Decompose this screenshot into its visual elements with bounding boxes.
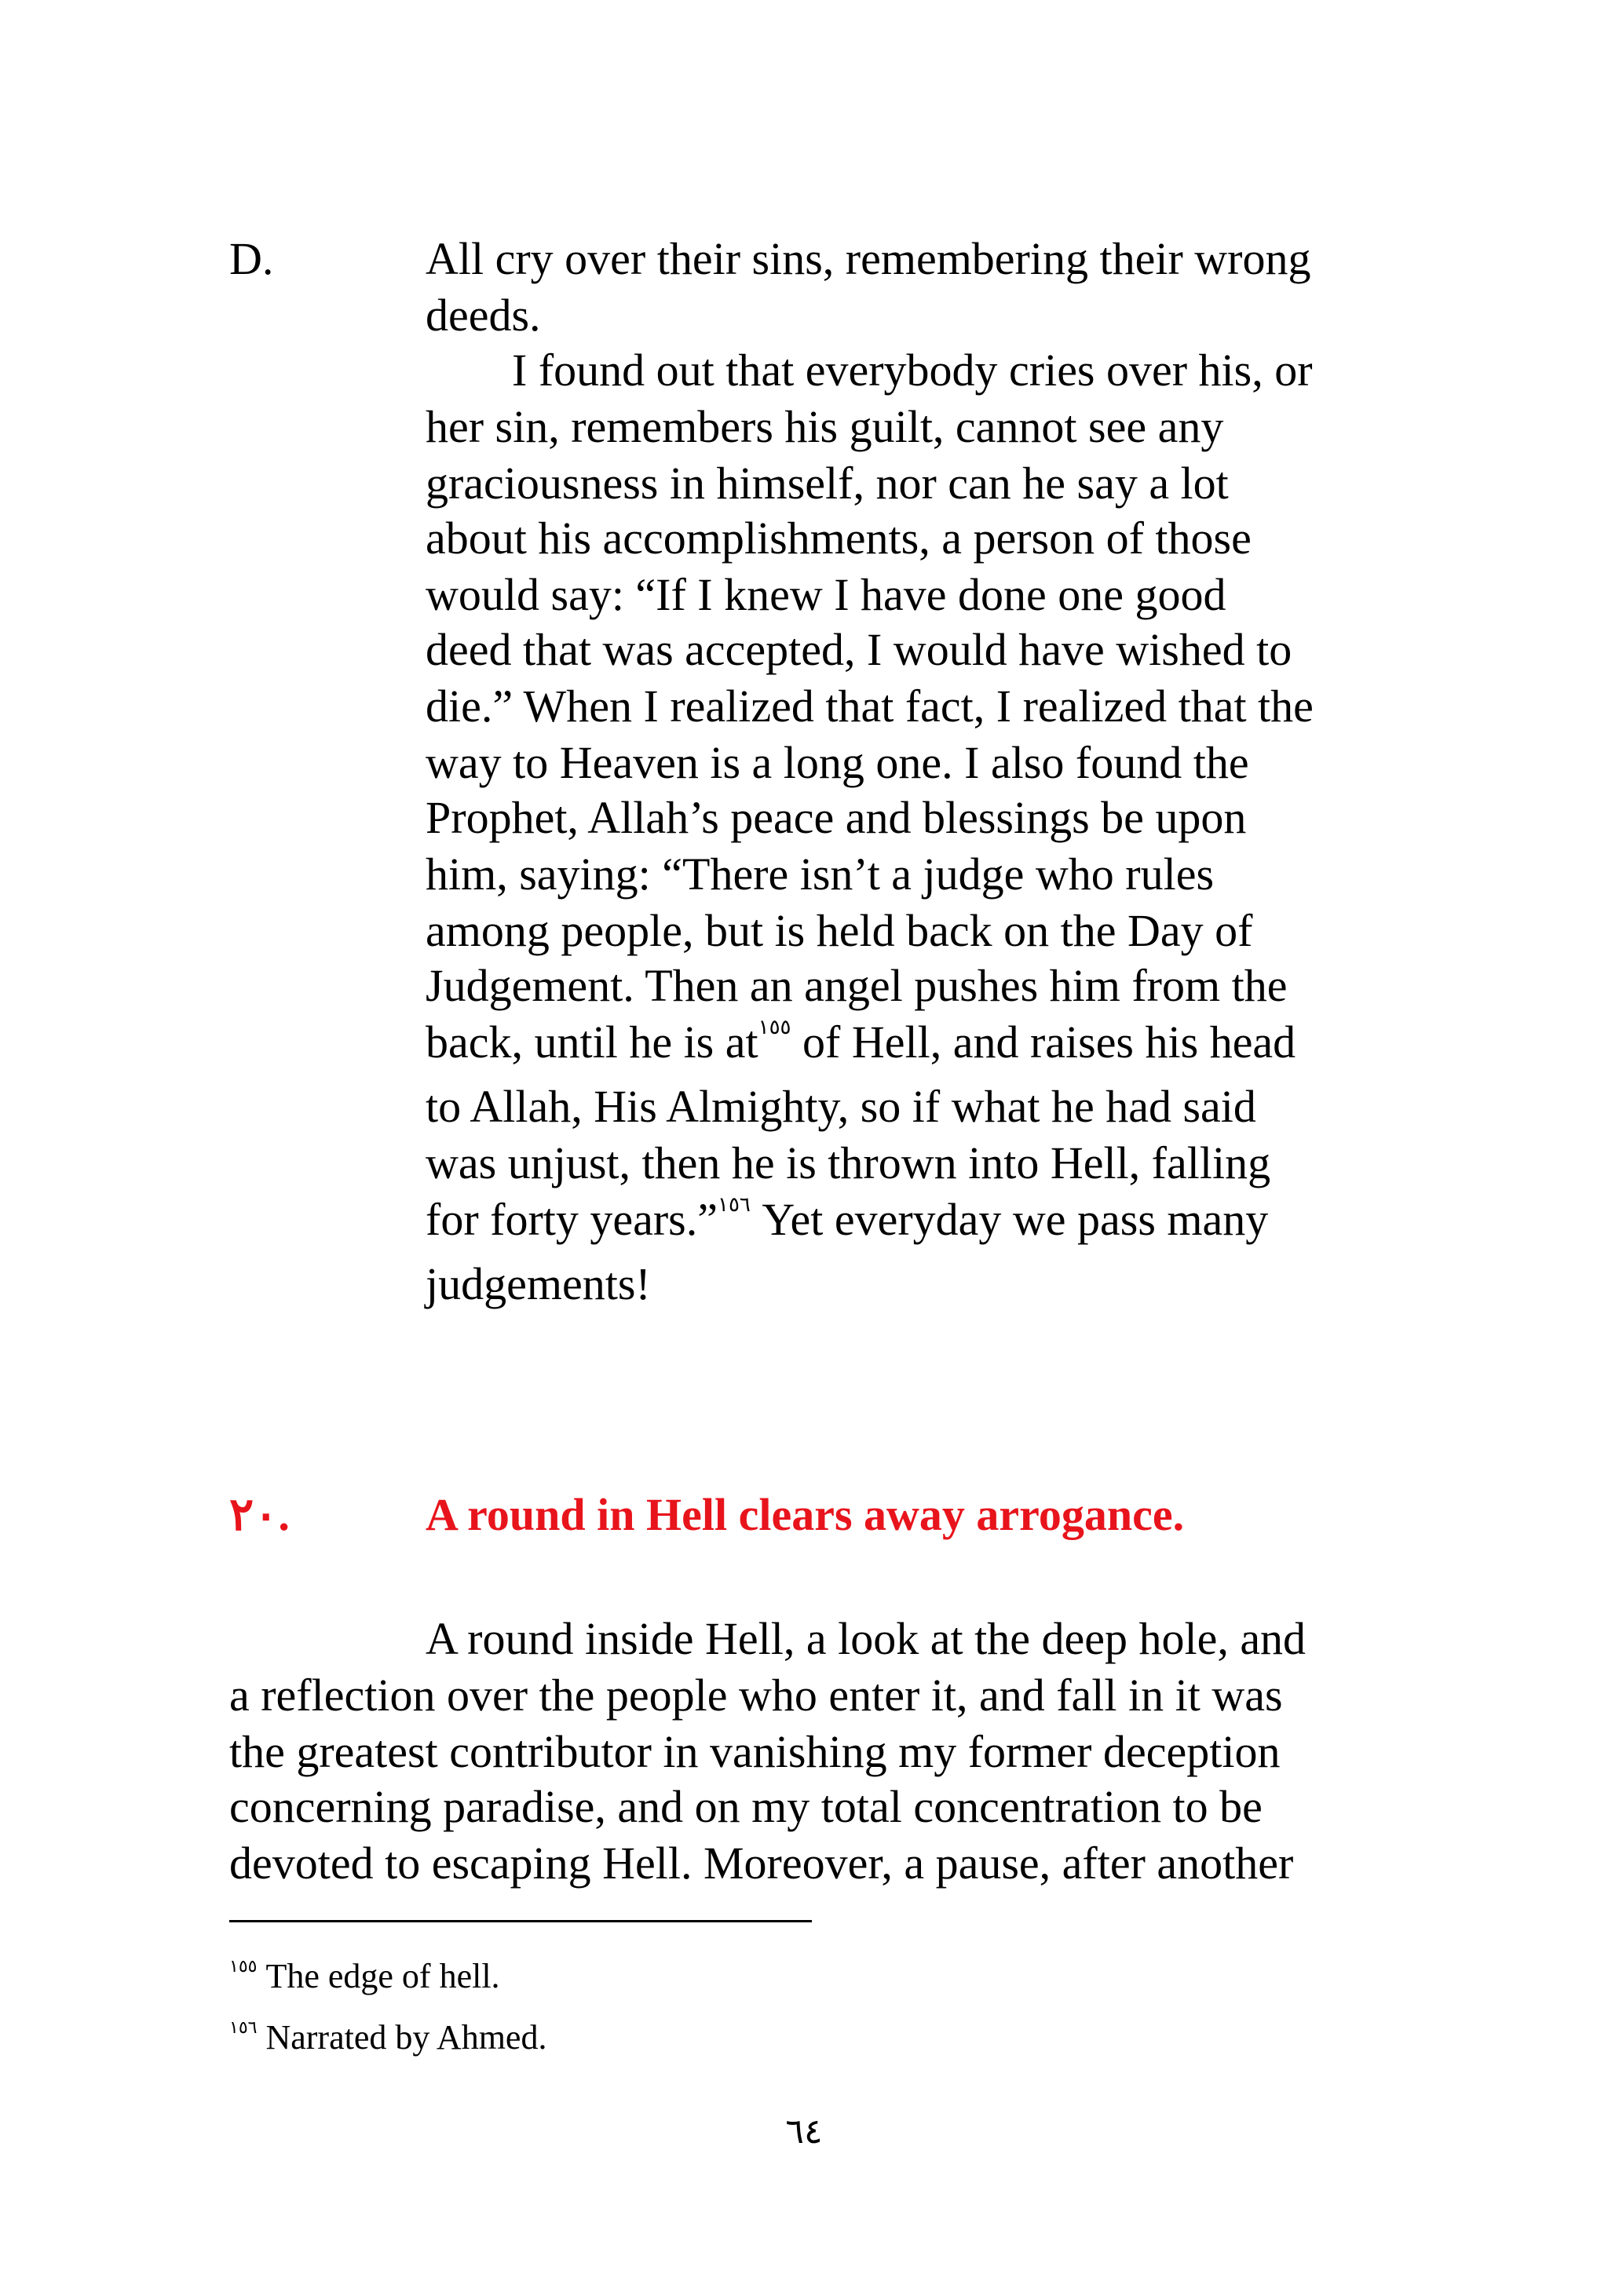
footnote-separator <box>229 1920 812 1922</box>
footnote-text: The edge of hell. <box>257 1957 500 1995</box>
body-text: Yet everyday we pass many <box>750 1194 1269 1245</box>
body-line: All cry over their sins, remembering their wrong <box>426 233 1311 284</box>
body-line: A round inside Hell, a look at the deep hole, and <box>426 1613 1306 1664</box>
footnote <box>229 2016 546 2060</box>
page-number: ٦٤ <box>785 2112 823 2151</box>
body-line: way to Heaven is a long one. I also found the <box>426 737 1249 788</box>
body-line: a reflection over the people who enter it, and fall in it was <box>229 1670 1283 1721</box>
body-line: concerning paradise, and on my total concentration to be <box>229 1781 1263 1832</box>
body-line: Prophet, Allah’s peace and blessings be upon <box>426 792 1247 843</box>
body-line: devoted to escaping Hell. Moreover, a pause, after another <box>229 1838 1294 1889</box>
footnote-ref[interactable]: ١٥٦ <box>718 1193 751 1216</box>
body-text: back, until he is at <box>426 1017 758 1068</box>
footnote-mark: ١٥٦ <box>229 2017 258 2037</box>
body-text: of Hell, and raises his head <box>791 1017 1296 1068</box>
body-line: among people, but is held back on the Day of <box>426 905 1253 956</box>
body-text: for forty years.” <box>426 1194 718 1245</box>
footnote-text: Narrated by Ahmed. <box>257 2018 547 2057</box>
body-line: I found out that everybody cries over his, or <box>512 345 1313 396</box>
body-line: him, saying: “There isn’t a judge who rules <box>426 849 1215 900</box>
body-line: the greatest contributor in vanishing my former deception <box>229 1726 1281 1777</box>
footnote-ref[interactable]: ١٥٥ <box>758 1016 791 1038</box>
body-line: deeds. <box>426 290 541 341</box>
body-line: about his accomplishments, a person of those <box>426 513 1252 564</box>
body-line: deed that was accepted, I would have wished to <box>426 624 1292 675</box>
section-number: ٢٠. <box>229 1489 290 1540</box>
section-title: A round in Hell clears away arrogance. <box>426 1489 1185 1540</box>
footnote-mark: ١٥٥ <box>229 1956 258 1976</box>
body-line: graciousness in himself, nor can he say a lot <box>426 458 1229 509</box>
body-line: was unjust, then he is thrown into Hell, falling <box>426 1137 1271 1188</box>
item-marker-d: D. <box>229 233 274 284</box>
footnote <box>229 1955 500 1999</box>
body-line: judgements! <box>426 1258 651 1309</box>
body-line <box>426 1192 1268 1248</box>
body-line: to Allah, His Almighty, so if what he had said <box>426 1081 1256 1132</box>
body-line: Judgement. Then an angel pushes him from the <box>426 960 1288 1011</box>
body-line <box>426 1014 1296 1071</box>
body-line: her sin, remembers his guilt, cannot see any <box>426 401 1224 452</box>
body-line: die.” When I realized that fact, I realized that the <box>426 681 1314 732</box>
body-line: would say: “If I knew I have done one good <box>426 569 1226 620</box>
